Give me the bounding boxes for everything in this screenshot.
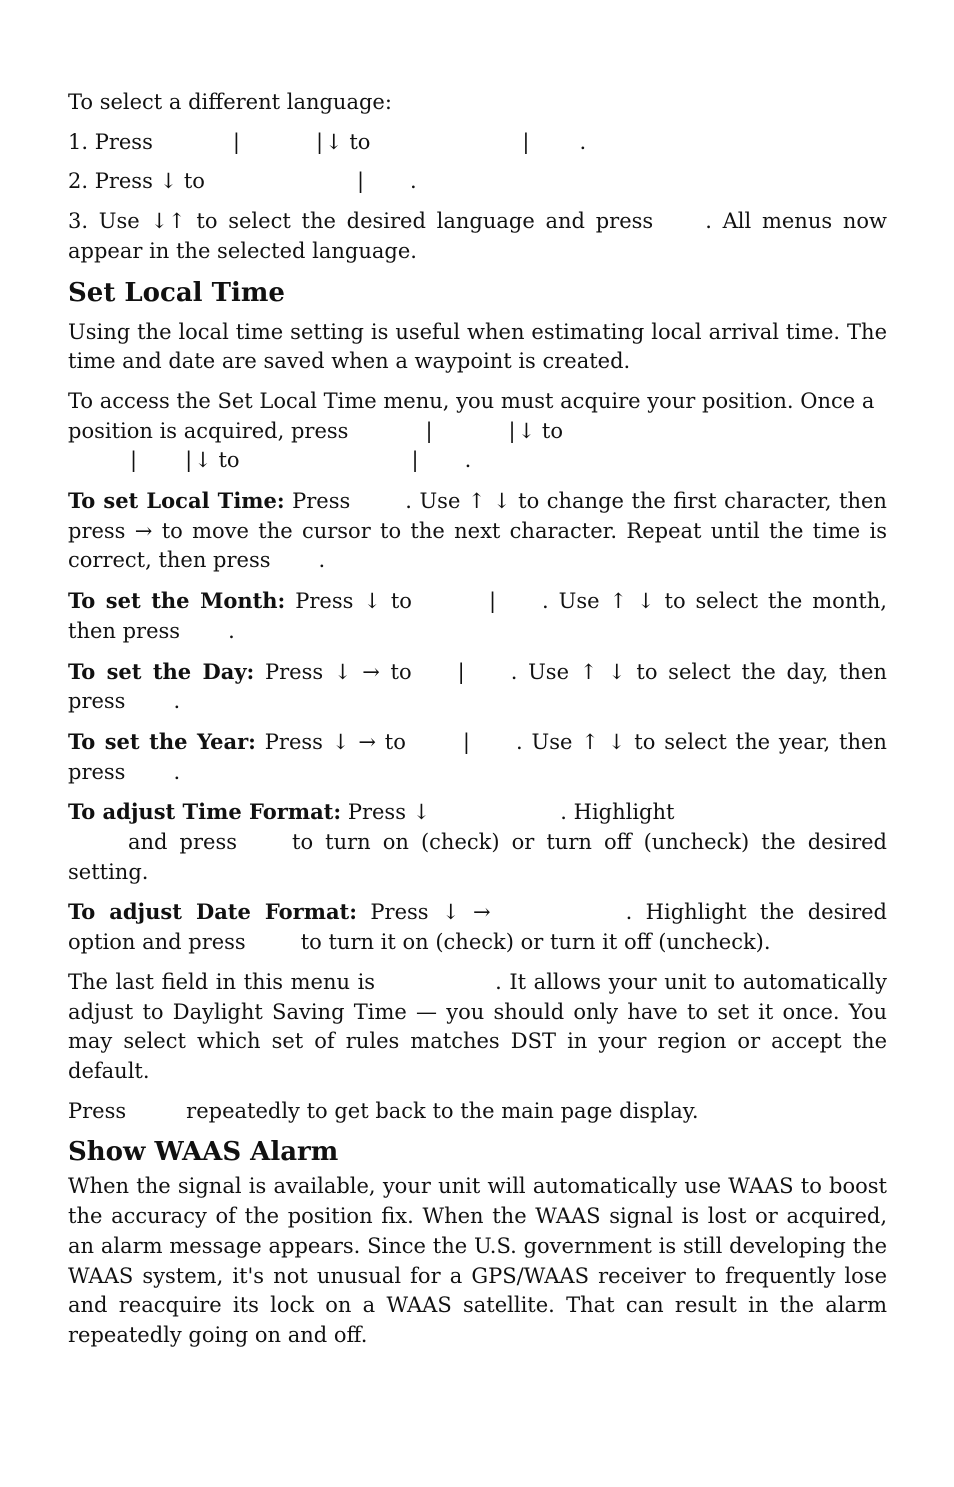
right-arrow-icon: →	[473, 900, 491, 925]
text: to	[390, 589, 412, 614]
manual-page	[68, 88, 887, 1361]
section-heading-show-waas-alarm: Show WAAS Alarm	[68, 1137, 339, 1168]
language-intro: To select a different language:	[68, 90, 392, 114]
key-separator: |	[315, 129, 324, 154]
instruction-label: To adjust Time Format:	[68, 799, 342, 825]
local-time-intro: Using the local time setting is useful when estimating local arrival time. The time and date are saved when a waypoint is created.	[68, 319, 887, 374]
text: Press	[68, 1098, 127, 1123]
right-arrow-icon: →	[358, 729, 376, 754]
text: to select the day, then press	[68, 659, 887, 714]
text: . Highlight	[560, 800, 675, 825]
down-arrow-icon: ↓	[150, 209, 169, 234]
text: . All menus now appear in the selected language.	[68, 209, 887, 263]
instruction-label: To set Local Time:	[68, 488, 285, 514]
down-arrow-icon: ↓	[412, 800, 431, 825]
return-instruction	[68, 1097, 887, 1127]
down-arrow-icon: ↓	[517, 418, 536, 443]
key-separator: |	[232, 129, 240, 154]
down-arrow-icon: ↓	[607, 729, 626, 754]
down-arrow-icon: ↓	[441, 900, 460, 925]
language-step-1: 1. Press | |↓ to | .	[68, 129, 587, 154]
text: . It allows your unit to automatically adjust to Daylight Saving Time — you should only have to set it once. You may select which set of rules matches DST in your region or accept the default.	[68, 969, 887, 1083]
text: to turn on (check) or turn off (uncheck) the desired setting.	[68, 830, 887, 884]
right-arrow-icon: →	[134, 518, 153, 543]
text: to move the cursor to the next character. Repeat until the time is correct, then press	[68, 518, 887, 573]
text: . Use	[510, 659, 569, 684]
text: Press	[370, 900, 429, 925]
down-arrow-icon: ↓	[608, 659, 626, 684]
down-arrow-icon: ↓	[493, 489, 511, 514]
down-arrow-icon: ↓	[636, 589, 655, 614]
set-day-instruction: To set the Day: Press ↓ → to | . Use ↑ ↓ to select the day, then press .	[68, 658, 887, 714]
text: Press	[264, 729, 323, 754]
text: Press	[265, 659, 324, 684]
language-step-3	[68, 207, 887, 266]
down-arrow-icon: ↓	[333, 659, 352, 684]
text: Press	[292, 489, 351, 514]
up-arrow-icon: ↑	[467, 489, 486, 514]
text: To access the Set Local Time menu, you must acquire your position. Once a position is acquired, press	[68, 388, 875, 443]
date-format-instruction	[68, 897, 887, 957]
down-arrow-icon: ↓	[159, 169, 178, 194]
text: to select the month, then press	[68, 589, 887, 643]
text: 2. Press	[68, 169, 153, 194]
local-time-access: To access the Set Local Time menu, you must acquire your position. Once a position is acquired, press | |↓ to | |↓ to | .	[68, 388, 875, 473]
set-year-instruction: To set the Year: Press ↓ → to | . Use ↑ ↓ to select the year, then press .	[68, 728, 887, 784]
text: to select the year, then press	[68, 729, 887, 784]
text: . Highlight the desired option and press	[68, 900, 887, 955]
text: to	[390, 659, 412, 684]
up-arrow-icon: ↑	[168, 209, 186, 234]
set-local-time-instruction: To set Local Time: Press . Use ↑ ↓ to change the first character, then press → to move the cursor to the next character. Repeat until the time is correct, then press .	[68, 488, 887, 573]
text: The last field in this menu is	[68, 969, 376, 994]
key-separator: |	[462, 729, 470, 754]
text: to change the first character, then press	[68, 489, 887, 543]
instruction-label: To adjust Date Format:	[68, 899, 358, 925]
text: to select the desired language and press	[196, 209, 654, 234]
dst-paragraph	[68, 968, 887, 1087]
up-arrow-icon: ↑	[581, 729, 599, 754]
down-arrow-icon: ↓	[331, 729, 350, 754]
right-arrow-icon: →	[362, 659, 380, 684]
set-month-instruction: To set the Month: Press ↓ to | . Use ↑ ↓ to select the month, then press .	[68, 588, 887, 643]
time-format-instruction	[68, 797, 887, 887]
instruction-label: To set the Day:	[68, 658, 255, 684]
section-heading-set-local-time: Set Local Time	[68, 277, 285, 308]
text: Press	[347, 800, 406, 825]
instruction-label: To set the Year:	[68, 728, 256, 754]
language-step-2: 2. Press ↓ to | .	[68, 169, 417, 194]
text: Press	[295, 589, 354, 614]
down-arrow-icon: ↓	[363, 589, 381, 614]
key-separator: |	[457, 659, 465, 684]
text: . Use	[405, 489, 461, 514]
key-separator: |	[130, 448, 138, 473]
text: to turn it on (check) or turn it off (uncheck).	[300, 930, 771, 955]
down-arrow-icon: ↓	[325, 129, 343, 154]
key-separator: |	[411, 448, 419, 473]
key-separator: |	[508, 418, 516, 443]
text: to	[218, 448, 240, 473]
text: 1. Press	[68, 129, 153, 154]
text: repeatedly to get back to the main page display.	[186, 1098, 699, 1123]
waas-body: When the signal is available, your unit will automatically use WAAS to boost the accuracy of the position fix. When the WAAS signal is lost or acquired, an alarm message appears. Since the U.S. government is still developing the WAAS system, it's not unusual for a GPS/WAAS receiver to frequently lose and reacquire its lock on a WAAS satellite. That can result in the alarm repeatedly going on and off.	[68, 1174, 887, 1347]
instruction-label: To set the Month:	[68, 588, 286, 614]
up-arrow-icon: ↑	[609, 589, 628, 614]
text: and press	[128, 830, 238, 855]
text: to	[349, 129, 371, 154]
key-separator: |	[425, 418, 433, 443]
text: to	[183, 169, 205, 194]
key-separator: |	[356, 169, 365, 194]
text: . Use	[515, 729, 573, 754]
key-separator: |	[488, 589, 497, 614]
text: to	[384, 729, 406, 754]
key-separator: |	[185, 448, 193, 473]
key-separator: |	[522, 129, 530, 154]
text: to	[541, 418, 563, 443]
up-arrow-icon: ↑	[579, 659, 598, 684]
down-arrow-icon: ↓	[194, 448, 212, 473]
text: . Use	[542, 589, 600, 614]
text: 3. Use	[68, 209, 140, 234]
